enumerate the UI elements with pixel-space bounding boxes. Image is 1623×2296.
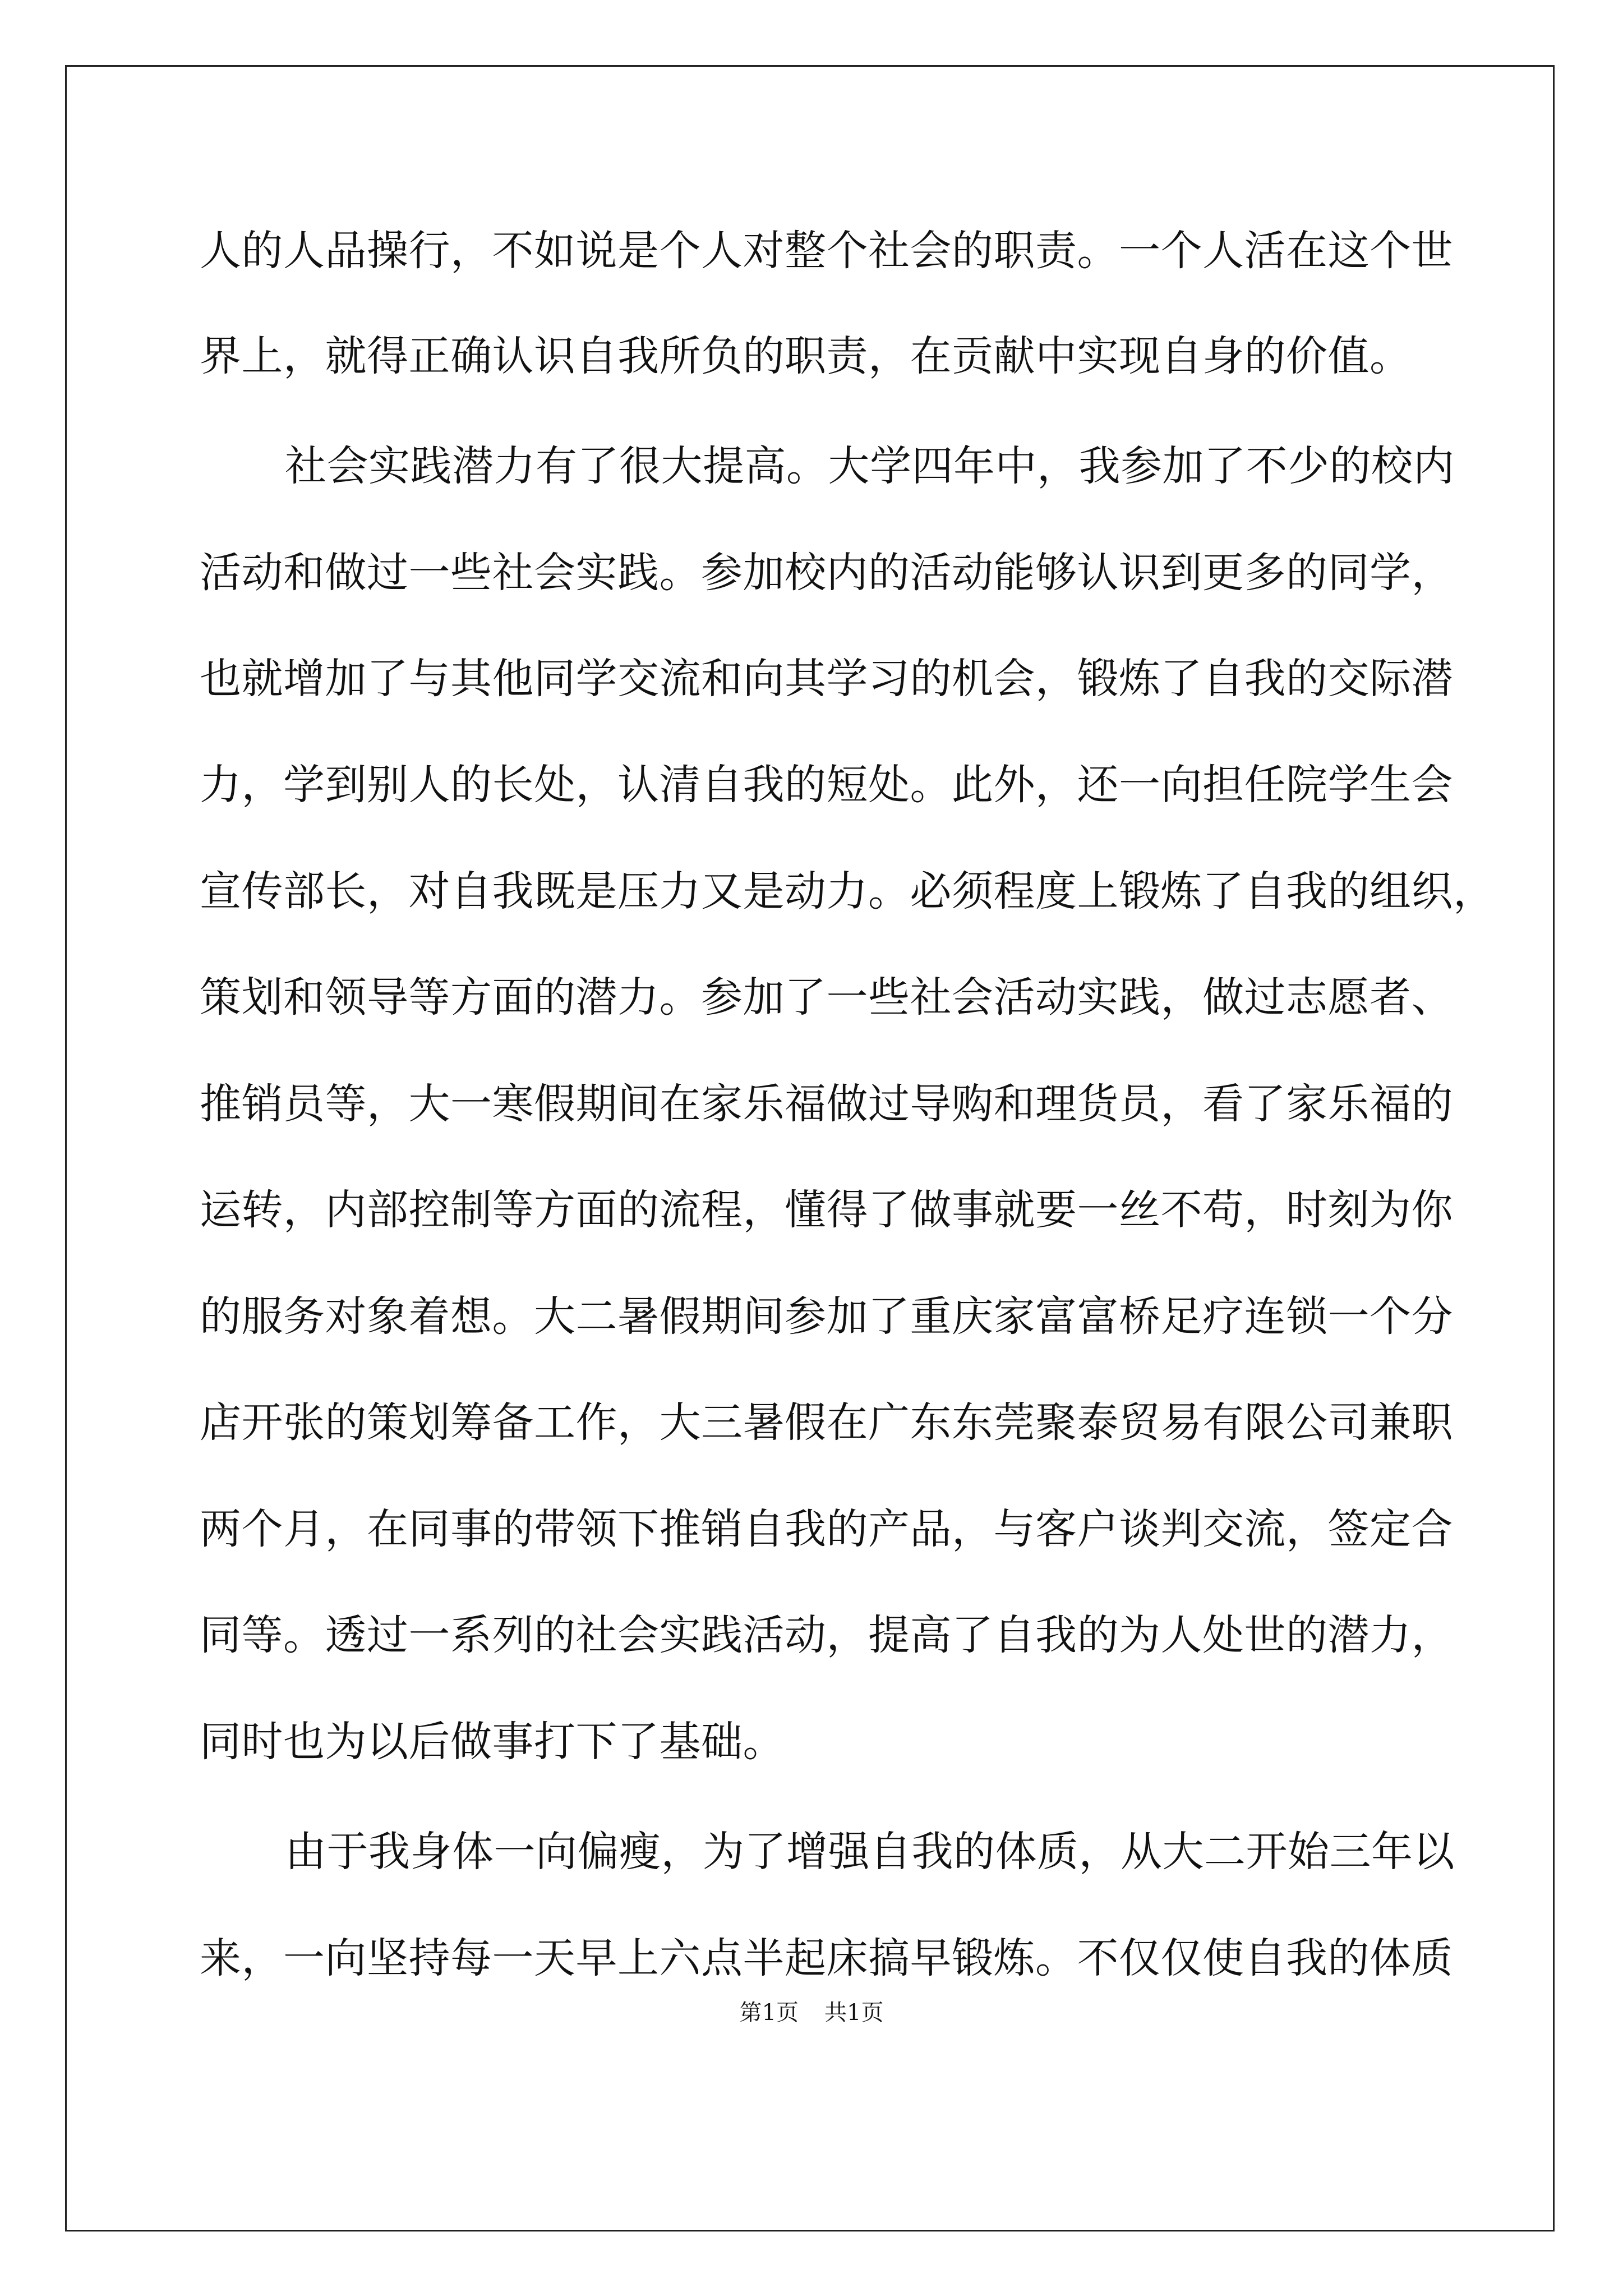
text-line: 同时也为以后做事打下了基础。	[200, 1718, 785, 1766]
text-line: 活动和做过一些社会实践。参加校内的活动能够认识到更多的同学，	[200, 549, 1453, 597]
text-line: 界上，就得正确认识自我所负的职责，在贡献中实现自身的价值。	[200, 332, 1412, 380]
text-line: 两个月，在同事的带领下推销自我的产品，与客户谈判交流，签定合	[200, 1505, 1453, 1553]
paragraph-start-line: 社会实践潜力有了很大提高。大学四年中，我参加了不少的校内	[285, 442, 1455, 490]
page-border	[65, 65, 1555, 2231]
text-line: 来，一向坚持每一天早上六点半起床搞早锻炼。不仅仅使自我的体质	[200, 1934, 1453, 1982]
text-line: 同等。透过一系列的社会实践活动，提高了自我的为人处世的潜力，	[200, 1611, 1453, 1659]
text-line: 宣传部长，对自我既是压力又是动力。必须程度上锻炼了自我的组织，	[200, 867, 1495, 915]
text-line: 力，学到别人的长处，认清自我的短处。此外，还一向担任院学生会	[200, 761, 1453, 809]
text-line: 推销员等，大一寒假期间在家乐福做过导购和理货员，看了家乐福的	[200, 1080, 1453, 1128]
text-line: 的服务对象着想。大二暑假期间参加了重庆家富富桥足疗连锁一个分	[200, 1292, 1453, 1341]
text-line: 运转，内部控制等方面的流程，懂得了做事就要一丝不苟，时刻为你	[200, 1186, 1453, 1234]
page-number: 第1页	[739, 2000, 799, 2026]
page-footer	[0, 1997, 1623, 2028]
text-line: 店开张的策划筹备工作，大三暑假在广东东莞聚泰贸易有限公司兼职	[200, 1398, 1453, 1447]
text-line: 人的人品操行，不如说是个人对整个社会的职责。一个人活在这个世	[200, 227, 1453, 275]
text-line: 也就增加了与其他同学交流和向其学习的机会，锻炼了自我的交际潜	[200, 655, 1453, 703]
text-line: 策划和领导等方面的潜力。参加了一些社会活动实践，做过志愿者、	[200, 973, 1453, 1022]
paragraph-start-line: 由于我身体一向偏瘦，为了增强自我的体质，从大二开始三年以	[285, 1828, 1455, 1876]
page-total: 共1页	[824, 2000, 884, 2026]
